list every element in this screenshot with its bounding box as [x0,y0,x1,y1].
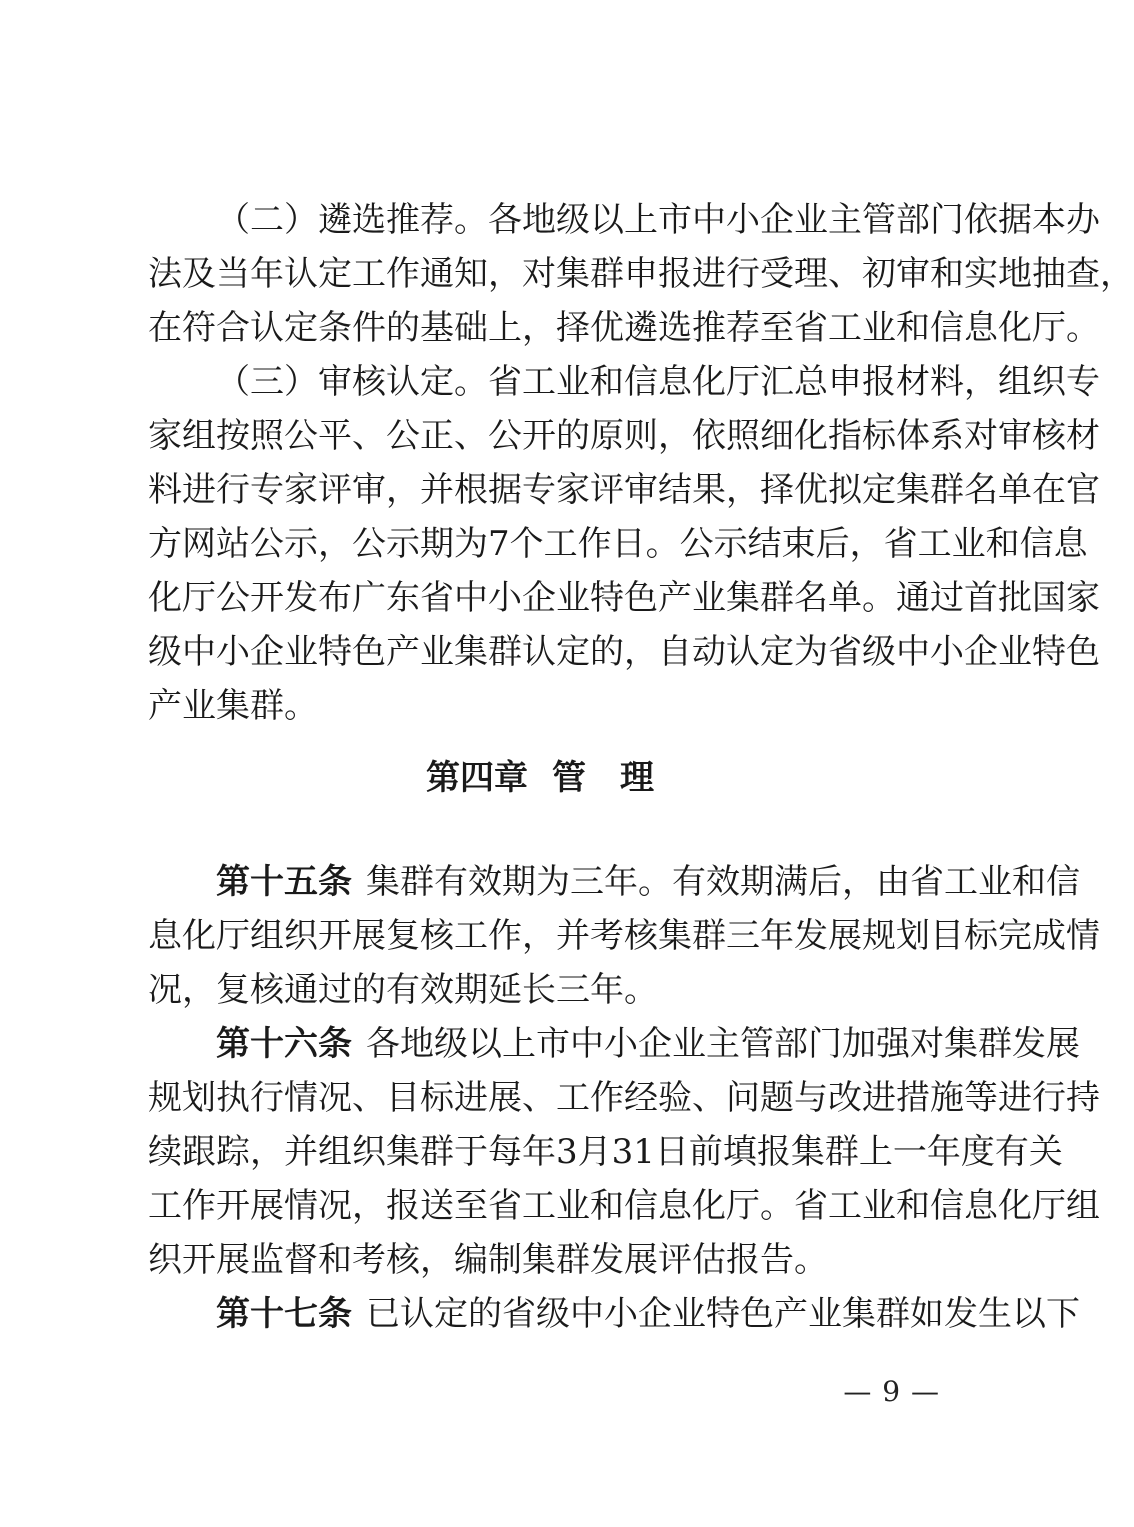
article-17-label: 第十七条 [216,1294,352,1334]
article-16-label: 第十六条 [216,1024,352,1064]
chapter-number: 第四章 [426,758,528,798]
article-15-text-1: 集群有效期为三年。有效期满后，由省工业和信 [366,862,1080,902]
article-16-line-2: 规划执行情况、目标进展、工作经验、问题与改进措施等进行持 [148,1078,1100,1118]
paragraph-3-line-1: （三）审核认定。省工业和信息化厅汇总申报材料，组织专 [216,362,1100,402]
paragraph-3-line-2: 家组按照公平、公正、公开的原则，依照细化指标体系对审核材 [148,416,1100,456]
article-15-line-2: 息化厅组织开展复核工作，并考核集群三年发展规划目标完成情 [148,916,1100,956]
paragraph-3-line-4: 方网站公示，公示期为7个工作日。公示结束后，省工业和信息 [148,524,1088,564]
paragraph-3-line-3: 料进行专家评审，并根据专家评审结果，择优拟定集群名单在官 [148,470,1100,510]
paragraph-2-line-2: 法及当年认定工作通知，对集群申报进行受理、初审和实地抽查， [148,254,1134,294]
paragraph-2-line-3: 在符合认定条件的基础上，择优遴选推荐至省工业和信息化厅。 [148,308,1100,348]
article-16-line-1 [216,1024,1080,1064]
article-17-line-1 [216,1294,1080,1334]
paragraph-3-line-5: 化厅公开发布广东省中小企业特色产业集群名单。通过首批国家 [148,578,1100,618]
article-15-line-1 [216,862,1080,902]
paragraph-3-line-6: 级中小企业特色产业集群认定的，自动认定为省级中小企业特色 [148,632,1100,672]
article-15-label: 第十五条 [216,862,352,902]
paragraph-2-line-1: （二）遴选推荐。各地级以上市中小企业主管部门依据本办 [216,200,1100,240]
article-16-line-4: 工作开展情况，报送至省工业和信息化厅。省工业和信息化厅组 [148,1186,1100,1226]
article-15-line-3: 况，复核通过的有效期延长三年。 [148,970,658,1010]
chapter-heading [0,757,1080,799]
article-16-line-3: 续跟踪，并组织集群于每年3月31日前填报集群上一年度有关 [148,1132,1063,1172]
article-16-text-1: 各地级以上市中小企业主管部门加强对集群发展 [366,1024,1080,1064]
article-16-line-5: 织开展监督和考核，编制集群发展评估报告。 [148,1240,828,1280]
page-number: — 9 — [843,1375,940,1408]
article-17-text-1: 已认定的省级中小企业特色产业集群如发生以下 [366,1294,1080,1334]
chapter-title: 管 理 [552,758,654,798]
paragraph-3-line-7: 产业集群。 [148,686,318,726]
